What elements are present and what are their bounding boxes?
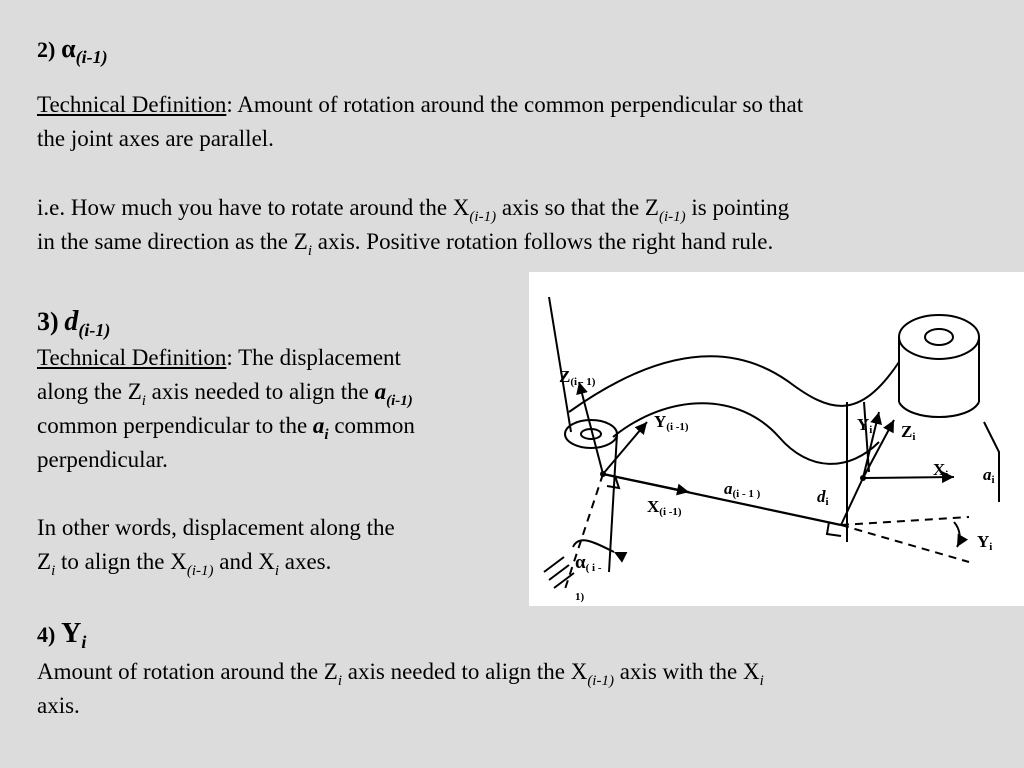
right-joint-hole <box>925 329 953 345</box>
linkage-diagram <box>529 272 1024 606</box>
y-symbol: Y <box>61 618 82 649</box>
text-run: In other words, displacement along the <box>37 515 395 540</box>
text-run: along the Z <box>37 379 142 404</box>
svg-text:Zi <box>901 422 915 443</box>
subscript: (i-1) <box>186 563 214 579</box>
right-cylinder-bottom <box>899 402 979 417</box>
right-joint-cylinder-top <box>899 315 979 359</box>
text-run: in the same direction as the Z <box>37 229 308 254</box>
text-run: axes. <box>278 549 332 574</box>
link-upper-curve <box>569 356 899 412</box>
a-symbol: a <box>374 379 387 404</box>
text-run: axis. <box>37 693 80 718</box>
text-run: perpendicular. <box>37 447 168 472</box>
y-prev-sub: (i -1) <box>666 421 689 433</box>
svg-text:Yi <box>977 532 992 553</box>
definition-text: : The displacement <box>226 345 401 370</box>
section-3-heading <box>37 305 110 340</box>
section-4-line1 <box>37 655 764 689</box>
definition-label: Technical Definition <box>37 92 227 117</box>
subscript: i <box>324 427 329 443</box>
alpha-symbol: α <box>61 34 76 63</box>
text-run: axis so that the Z <box>496 195 659 220</box>
section-2-heading <box>37 32 108 67</box>
svg-text:di <box>817 487 829 508</box>
definition-text: : Amount of rotation around the common perpendicular so that <box>226 92 804 117</box>
left-link-edge <box>549 297 571 432</box>
svg-text:X(i -1) <box>647 497 682 518</box>
definition-text: the joint axes are parallel. <box>37 126 274 151</box>
section-2-definition <box>37 88 803 122</box>
x-i-label: X <box>933 460 946 479</box>
dh-linkage-figure <box>529 272 1024 606</box>
subscript: i <box>141 393 146 409</box>
section-number: 3) <box>37 307 59 336</box>
origin-i <box>860 475 866 481</box>
y-rotation-arc <box>954 522 960 547</box>
text-run: Amount of rotation around the Z <box>37 659 338 684</box>
section-3-definition <box>37 341 401 375</box>
y-subscript: i <box>81 632 87 652</box>
y-prev-label: Y <box>654 412 667 431</box>
d-i-line <box>841 478 863 525</box>
text-run: axis needed to align the <box>145 379 375 404</box>
subscript: i <box>51 563 56 579</box>
subscript: (i-1) <box>469 209 497 225</box>
text-run: axis. Positive rotation follows the right hand rule. <box>311 229 774 254</box>
subscript: (i-1) <box>658 209 686 225</box>
d-sub: i <box>825 496 829 508</box>
section-4-heading <box>37 617 86 652</box>
subscript: i <box>337 673 343 689</box>
d-symbol: d <box>64 306 79 337</box>
section-3-line4 <box>37 443 168 477</box>
section-number: 2) <box>37 37 56 62</box>
svg-text:Z(i - 1) <box>559 367 596 388</box>
subscript: (i-1) <box>587 673 614 689</box>
section-3-other-words <box>37 511 395 545</box>
z-prev-dashed <box>564 474 603 592</box>
x-prev-extension <box>841 517 969 525</box>
section-3-line2 <box>37 375 413 409</box>
x-prev-label: X <box>647 497 660 516</box>
right-cylinder-sides <box>899 337 979 402</box>
d-label: d <box>817 487 826 506</box>
svg-text:ai <box>983 465 995 486</box>
right-link-outline <box>984 422 999 502</box>
z-prev-sub: (i - 1) <box>570 376 596 388</box>
x-prev-sub: (i -1) <box>659 506 682 518</box>
section-number: 4) <box>37 622 56 647</box>
text-run: axis needed to align the <box>342 659 571 684</box>
section-2-explanation <box>37 191 789 225</box>
text-run: common <box>328 413 415 438</box>
section-4-line2 <box>37 689 80 723</box>
y-i-sub: i <box>869 424 873 436</box>
z-i-label: Z <box>901 422 913 441</box>
a-symbol: a <box>312 413 325 438</box>
section-3-other-words-line2 <box>37 545 331 579</box>
y-i-rot-sub: i <box>989 541 993 553</box>
link-lower-curve <box>613 403 879 464</box>
text-run: is pointing <box>685 195 790 220</box>
y-i-rot-label: Y <box>977 532 990 551</box>
alpha-label: α <box>575 552 586 573</box>
a-i-sub: i <box>991 474 995 486</box>
svg-text:Y(i -1) <box>654 412 689 433</box>
a-prev-label: a <box>724 479 733 498</box>
definition-label: Technical Definition <box>37 345 227 370</box>
text-run: to align the X <box>55 549 187 574</box>
text-run: axis with the X <box>613 659 760 684</box>
text-run: Z <box>37 549 52 574</box>
svg-text:Yi <box>857 415 872 436</box>
subscript: i <box>759 673 764 689</box>
alpha-subscript: (i-1) <box>75 47 108 67</box>
text-run: X <box>570 659 588 684</box>
text-run: and X <box>213 549 275 574</box>
section-2-definition-line2 <box>37 122 274 156</box>
z-prev-arrow <box>579 382 603 474</box>
d-subscript: (i-1) <box>78 320 111 340</box>
alpha-sub-cont: 1) <box>575 591 585 603</box>
svg-text:Xi <box>933 460 948 481</box>
y-i-dashed <box>841 525 969 562</box>
section-2-explanation-line2 <box>37 225 773 259</box>
alpha-sub: ( i - <box>585 562 602 574</box>
a-i-label: a <box>983 465 992 484</box>
svg-text:α( i - <box>575 552 602 574</box>
z-prev-label: Z <box>559 367 571 386</box>
subscript: i <box>307 243 312 259</box>
section-3-line3 <box>37 409 415 443</box>
x-i-sub: i <box>945 469 949 481</box>
y-i-label: Y <box>857 415 870 434</box>
a-prev-sub: (i - 1 ) <box>732 488 761 500</box>
y-prev-arrow <box>603 422 647 474</box>
subscript: (i-1) <box>386 393 413 409</box>
z-i-sub: i <box>912 431 916 443</box>
text-run: i.e. How much you have to rotate around the X <box>37 195 470 220</box>
subscript: i <box>274 563 279 579</box>
svg-text:a(i - 1 ) <box>724 479 761 500</box>
text-run: common perpendicular to the <box>37 413 313 438</box>
origin-prev <box>600 471 606 477</box>
